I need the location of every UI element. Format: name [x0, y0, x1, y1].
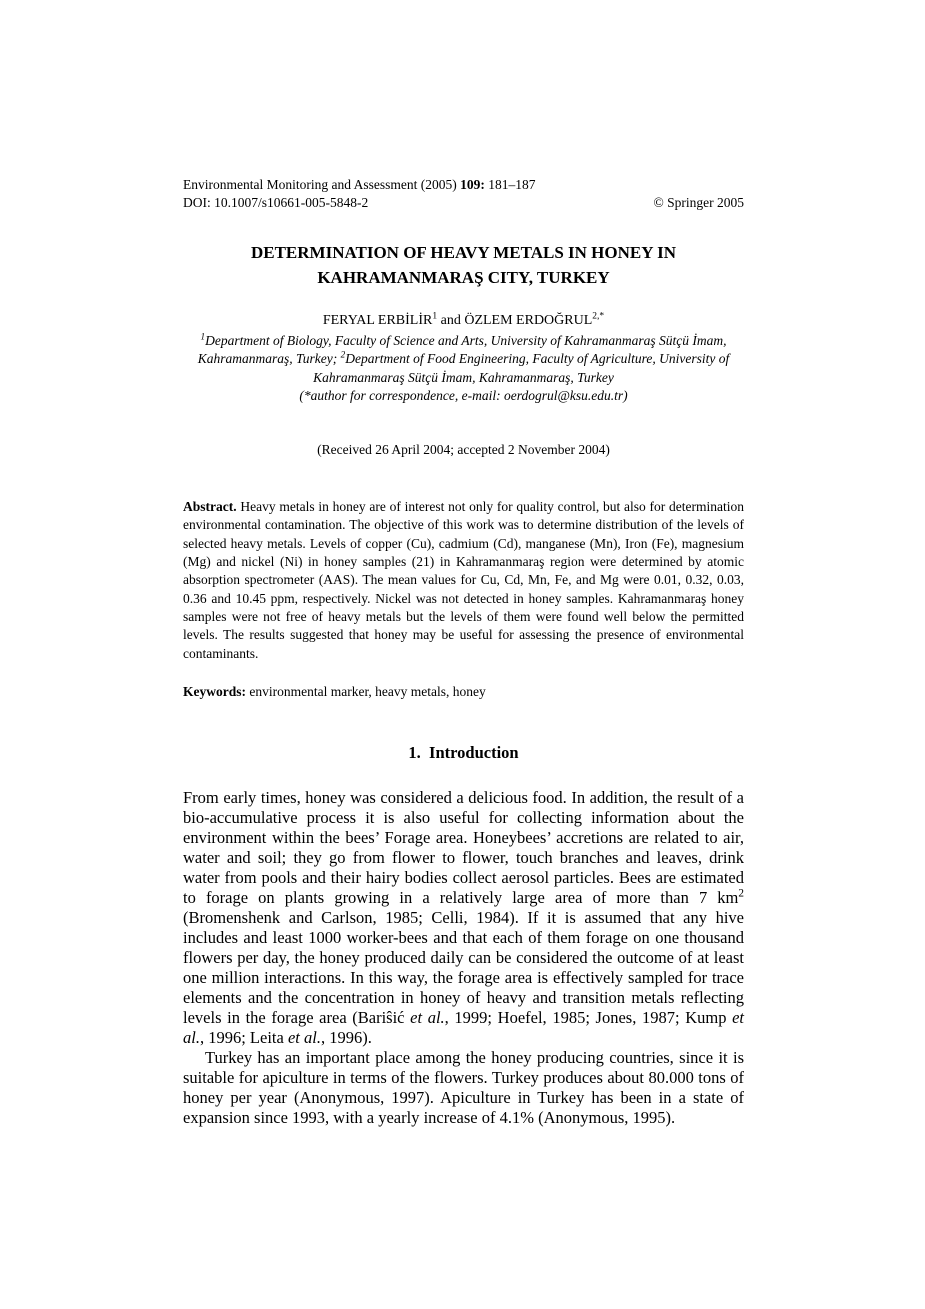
correspondence-note: (*author for correspondence, e-mail: oerdogrul@ksu.edu.tr) — [299, 387, 628, 403]
author-1-affiliation-mark: 1 — [432, 311, 438, 322]
paper-title-line1: DETERMINATION OF HEAVY METALS IN HONEY IN — [250, 243, 677, 262]
authors-line — [183, 312, 744, 330]
abstract-text: Heavy metals in honey are of interest not only for quality control, but also for determination environmental contamination. The objective of this work was to determine distribution of the levels of selected heavy metals. Levels of copper (Cu), cadmium (Cd), manganese (Mn), Iron (Fe), magnesium (Mg) and nickel (Ni) in honey samples (21) in Kahramanmaraş region were determined by atomic absorption spectrometer (AAS). The mean values for Cu, Cd, Mn, Fe, and Mg were 0.01, 0.32, 0.03, 0.36 and 10.45 ppm, respectively. Nickel was not detected in honey samples. Kahramanmaraş honey samples were not free of heavy metals but the levels of them were found well below the permitted levels. The results suggested that honey may be useful for assessing the presence of environmental contaminants. — [183, 499, 744, 661]
paper-title-line2: KAHRAMANMARAŞ CITY, TURKEY — [317, 268, 610, 287]
et-al-3: et al. — [287, 1028, 321, 1048]
abstract-label: Abstract. — [183, 499, 237, 515]
copyright-notice: © Springer 2005 — [653, 195, 744, 210]
affiliation-2-mark: 2 — [340, 349, 346, 360]
affiliation-2: Department of Food Engineering, Faculty of Agriculture, University of Kahramanmaraş Sütçü İmam, Kahramanmaraş, Turkey — [313, 351, 730, 385]
para1-text-c: , 1999; Hoefel, 1985; Jones, 1987; Kump — [444, 1008, 733, 1028]
author-1: FERYAL ERBİLİR — [322, 313, 433, 328]
received-accepted-line: (Received 26 April 2004; accepted 2 November 2004) — [317, 442, 610, 458]
body-paragraph-1 — [183, 788, 744, 1048]
abstract-paragraph — [183, 498, 744, 663]
journal-pages: 181–187 — [484, 177, 536, 192]
affiliation-1: Department of Biology, Faculty of Science and Arts, University of Kahramanmaraş Sütçü İmam, Kahramanmaraş, Turkey; — [197, 333, 727, 367]
affiliations — [183, 332, 744, 387]
authors-connector: and — [437, 313, 465, 328]
journal-volume: 109: — [460, 177, 485, 192]
et-al-2: et al. — [183, 1008, 745, 1048]
para1-text-b: (Bromenshenk and Carlson, 1985; Celli, 1984). If it is assumed that any hive includes and least 1000 worker-bees and that each of them forage on one thousand flowers per day, the honey produced daily can be considered the outcome of at least one million interactions. In this way, the forage area is effectively sampled for trace elements and the concentration in honey of heavy and transition metals reflecting levels in the forage area (Bariŝić — [183, 908, 744, 1028]
keywords-label: Keywords: — [183, 683, 246, 699]
keywords-line — [183, 683, 744, 701]
para1-text-d: , 1996; Leita — [199, 1028, 288, 1048]
paper-title — [183, 240, 744, 290]
journal-citation-line — [183, 176, 744, 194]
para1-text-a: From early times, honey was considered a delicious food. In addition, the result of a bio-accumulative process it is also useful for collecting information about the environment within the bees’ Forage area. Honeybees’ accretions are related to air, water and soil; they go from flower to flower, touch branches and leaves, drink water from pools and their hairy bodies collect aerosol particles. Bees are estimated to forage on plants growing in a relatively large area of more than 7 km — [183, 788, 744, 908]
km-squared-exponent: 2 — [738, 887, 744, 900]
section-heading-introduction: 1. Introduction — [408, 743, 519, 763]
journal-name-issue: Environmental Monitoring and Assessment (2005) — [183, 177, 461, 192]
author-2: ÖZLEM ERDOĞRUL — [464, 313, 593, 328]
doi-copyright-line — [183, 194, 744, 212]
article-content — [183, 176, 744, 1128]
doi: DOI: 10.1007/s10661-005-5848-2 — [183, 195, 369, 210]
keywords-text: environmental marker, heavy metals, honey — [246, 683, 486, 699]
et-al-1: et al. — [410, 1008, 445, 1028]
author-2-affiliation-mark: 2,* — [592, 311, 605, 322]
body-paragraph-2: Turkey has an important place among the honey producing countries, since it is suitable for apiculture in terms of the flowers. Turkey produces about 80.000 tons of honey per year (Anonymous, 1997). Apiculture in Turkey has been in a state of expansion since 1993, with a yearly increase of 4.1% (Anonymous, 1995). — [183, 1048, 744, 1128]
affiliation-1-mark: 1 — [200, 331, 206, 342]
para1-text-e: , 1996). — [320, 1028, 372, 1048]
